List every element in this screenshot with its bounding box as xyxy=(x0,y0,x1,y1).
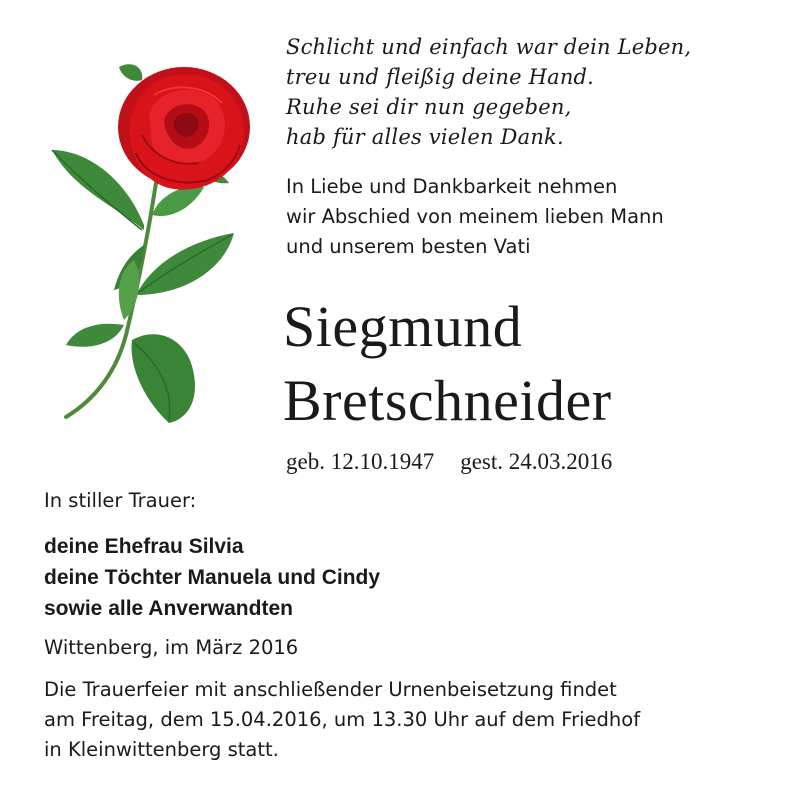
intro-line: und unserem besten Vati xyxy=(286,235,531,258)
funeral-line: am Freitag, dem 15.04.2016, um 13.30 Uhr auf dem Friedhof xyxy=(44,708,641,731)
deceased-last-name: Bretschneider xyxy=(283,368,612,433)
mourner-entry: sowie alle Anverwandten xyxy=(44,597,293,620)
deceased-first-name: Siegmund xyxy=(283,294,523,359)
funeral-details xyxy=(44,675,784,765)
life-dates xyxy=(286,447,786,477)
poem-line: Ruhe sei dir nun gegeben, xyxy=(286,95,572,119)
mourners-list xyxy=(44,531,380,624)
poem-line: treu und fleißig deine Hand. xyxy=(286,65,595,89)
mourner-entry: deine Ehefrau Silvia xyxy=(44,535,244,558)
intro-line: In Liebe und Dankbarkeit nehmen xyxy=(286,175,618,198)
funeral-line: Die Trauerfeier mit anschließender Urnenbeisetzung findet xyxy=(44,678,617,701)
memorial-poem xyxy=(286,32,786,152)
mourner-entry: deine Töchter Manuela und Cindy xyxy=(44,566,381,589)
red-rose-icon xyxy=(44,55,254,425)
mourning-label: In stiller Trauer: xyxy=(44,489,197,512)
farewell-intro xyxy=(286,172,786,262)
deceased-name xyxy=(283,290,793,438)
funeral-line: in Kleinwittenberg statt. xyxy=(44,738,279,761)
place-and-date: Wittenberg, im März 2016 xyxy=(44,636,299,659)
birth-date: geb. 12.10.1947 xyxy=(286,449,435,474)
intro-line: wir Abschied von meinem lieben Mann xyxy=(286,205,664,228)
poem-line: Schlicht und einfach war dein Leben, xyxy=(286,35,692,59)
death-date: gest. 24.03.2016 xyxy=(460,449,613,474)
poem-line: hab für alles vielen Dank. xyxy=(286,125,564,149)
